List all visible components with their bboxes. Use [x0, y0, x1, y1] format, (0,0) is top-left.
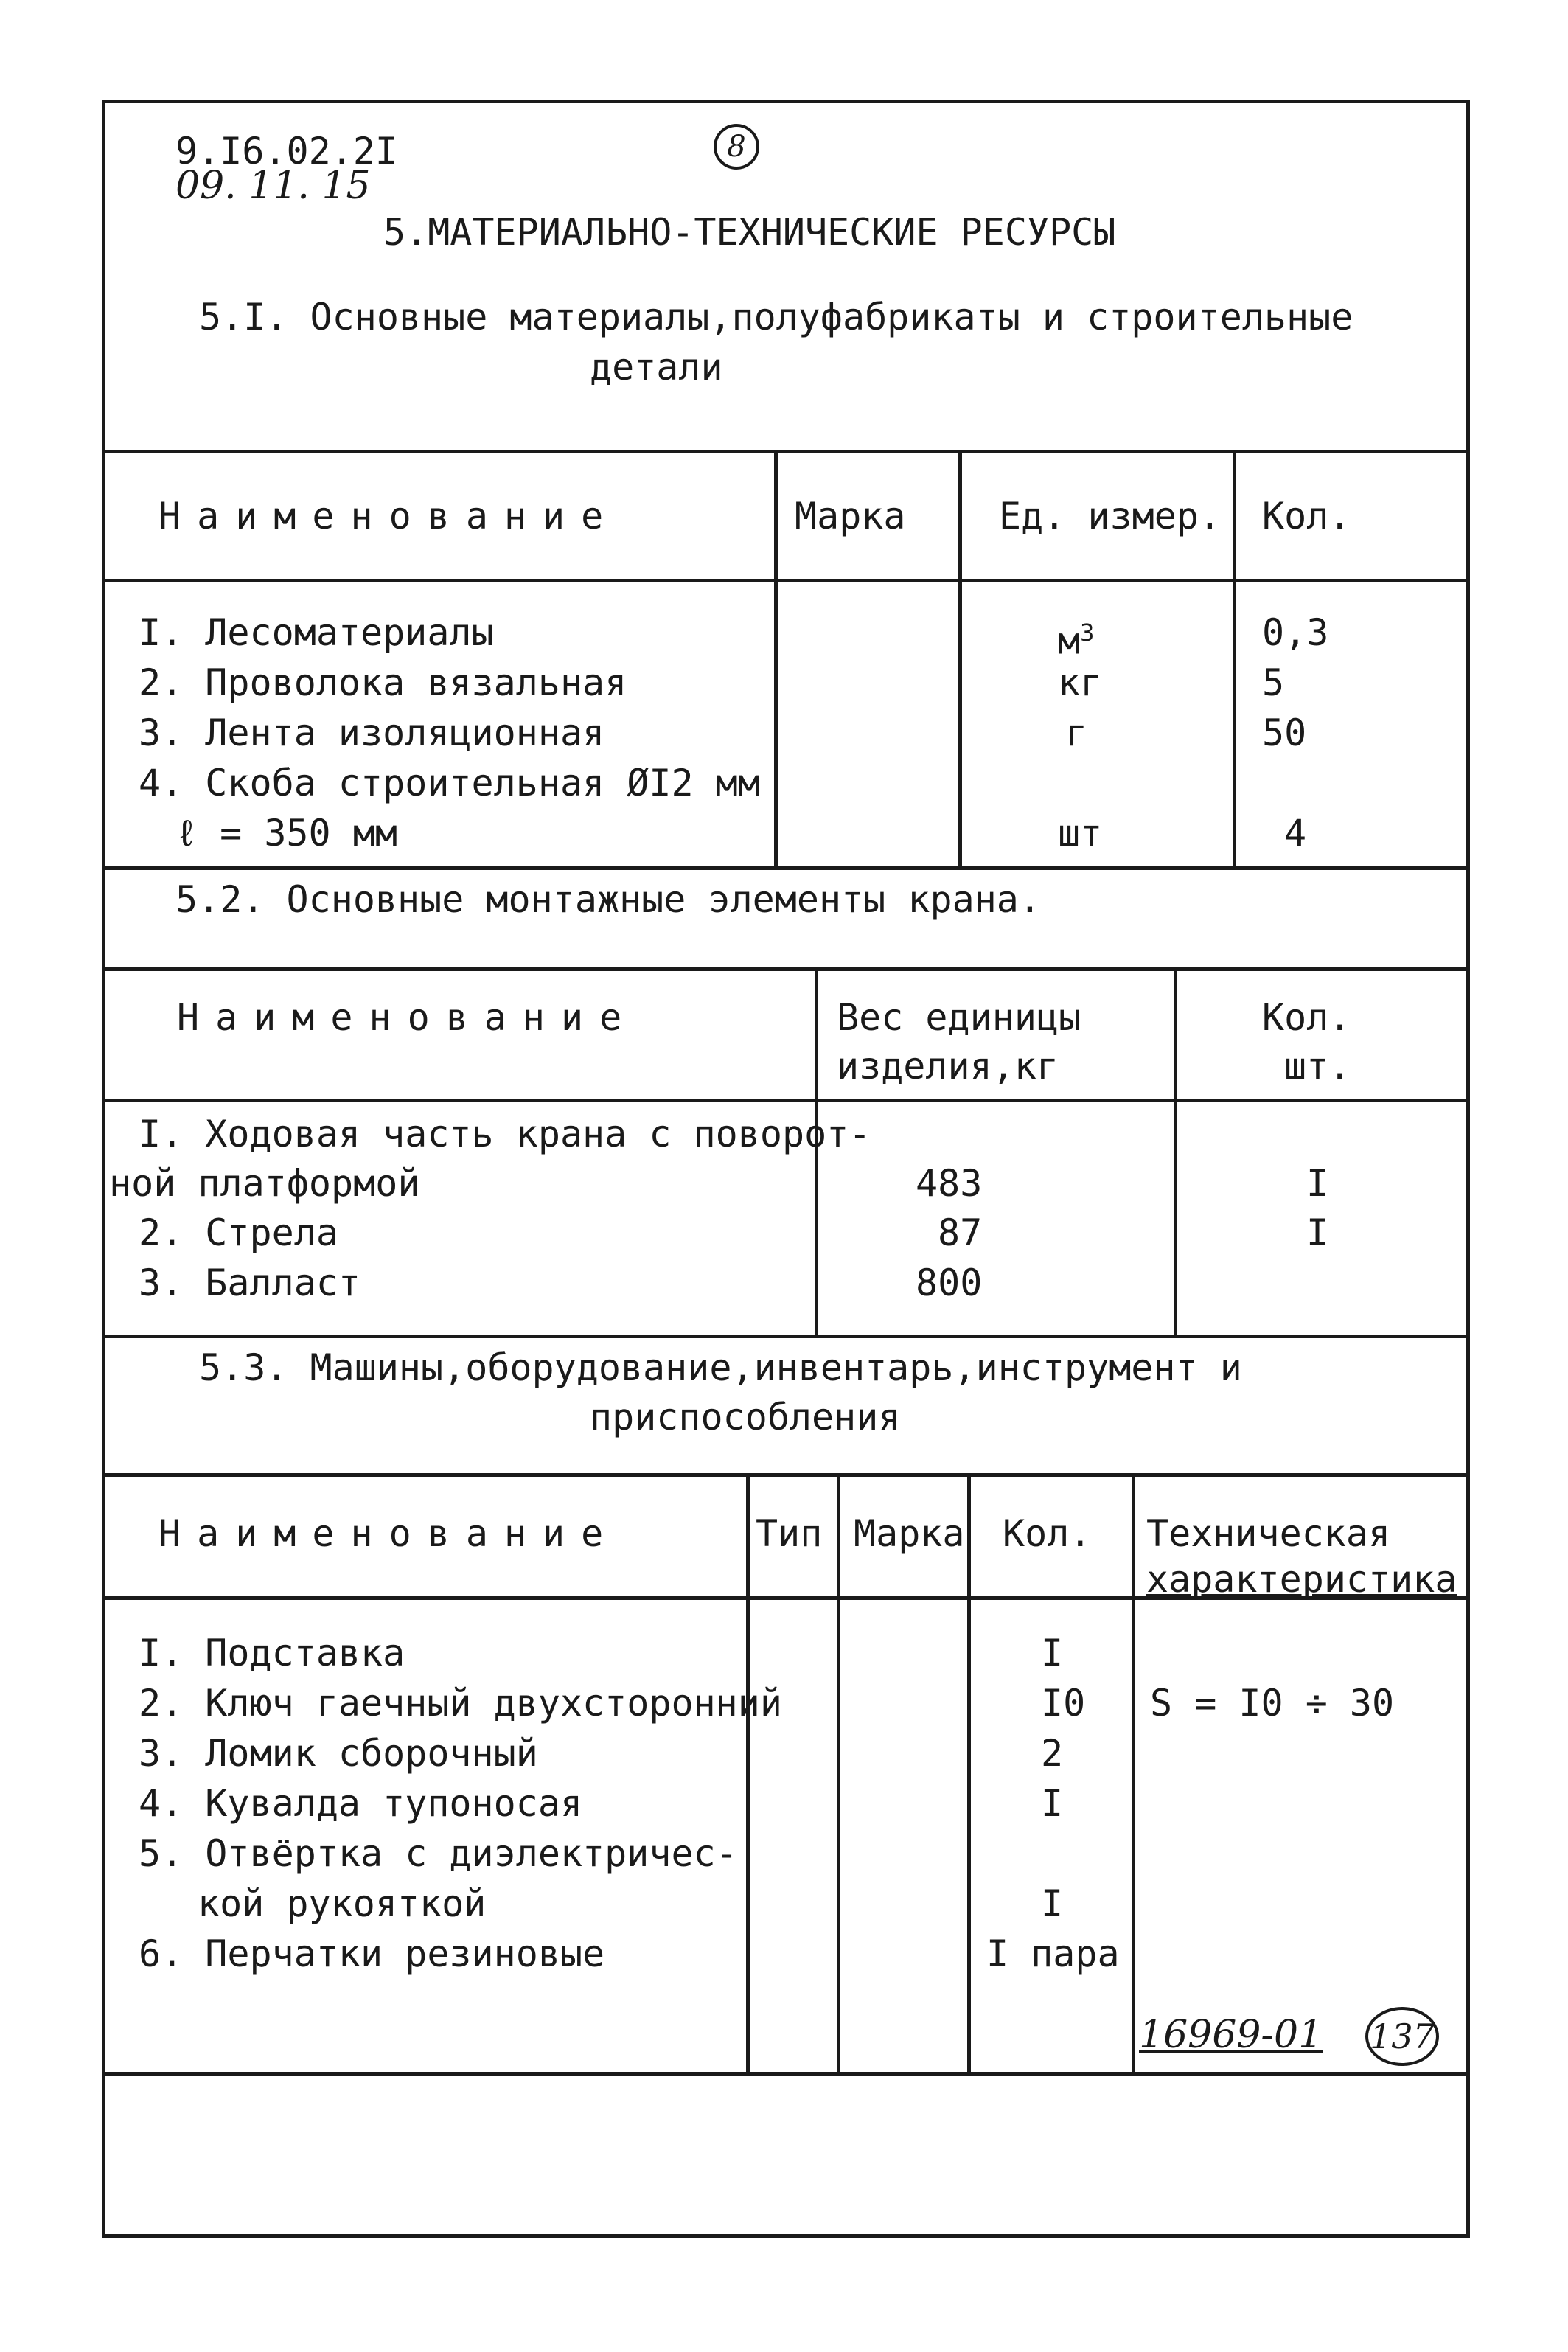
table2-row2-weight: 483 — [916, 1162, 983, 1205]
table2-row2-name: ной платформой — [109, 1162, 420, 1205]
table3-col-divider-1 — [746, 1473, 750, 2072]
table1-top-border — [103, 450, 1468, 453]
table3-row6-qty: I — [1041, 1882, 1064, 1925]
table2-row3-qty: I — [1306, 1211, 1329, 1254]
table3-col-divider-2 — [837, 1473, 840, 2072]
table2-row3-weight: 87 — [938, 1211, 983, 1254]
table2-header-qty-line2: шт. — [1284, 1045, 1351, 1088]
table1-row1-unit: $м^3$ — [1058, 619, 1095, 663]
table1-row1-name: I. Лесоматериалы — [139, 611, 494, 654]
table1-row3-name: 3. Лента изоляционная — [139, 711, 605, 754]
table1-row2-unit: кг — [1058, 661, 1103, 704]
handwritten-code: 16969-01 — [1139, 2013, 1323, 2057]
table3-col-divider-4 — [1132, 1473, 1135, 2072]
table1-header-unit: Ед. измер. — [999, 495, 1222, 537]
table2-row3-name: 2. Стрела — [139, 1211, 338, 1254]
subsection-2-title: 5.2. Основные монтажные элементы крана. — [175, 878, 1041, 921]
table1-row5-name: ℓ = 350 мм — [175, 812, 397, 855]
subsection-1-title-line1: 5.I. Основные материалы,полуфабрикаты и строительные — [199, 296, 1353, 338]
subsection-3-title-line1: 5.3. Машины,оборудование,инвентарь,инструмент и — [199, 1346, 1242, 1389]
table1-row2-name: 2. Проволока вязальная — [139, 661, 627, 704]
table2-header-weight-line1: Вес единицы — [837, 996, 1081, 1039]
table2-header-qty-line1: Кол. — [1262, 996, 1351, 1039]
table2-row4-name: 3. Балласт — [139, 1262, 361, 1304]
circled-page-value: 137 — [1370, 2017, 1435, 2056]
table3-row2-name: 2. Ключ гаечный двухсторонний — [139, 1682, 782, 1725]
subsection-1-title-line2: детали — [590, 346, 723, 389]
table1-row5-qty: 4 — [1284, 812, 1307, 855]
table2-top-border — [103, 967, 1468, 971]
table3-row5-name: 5. Отвёртка с диэлектричес- — [139, 1832, 738, 1875]
section-title: 5.МАТЕРИАЛЬНО-ТЕХНИЧЕСКИЕ РЕСУРСЫ — [383, 211, 1116, 254]
table3-row3-qty: 2 — [1041, 1732, 1064, 1775]
table1-row4-name: 4. Скоба строительная ØI2 мм — [139, 762, 760, 804]
table1-row2-qty: 5 — [1262, 661, 1285, 704]
table3-header-tech-line2: характеристика — [1146, 1558, 1457, 1601]
table1-header-qty: Кол. — [1262, 495, 1351, 537]
table2-header-name: Наименование — [177, 996, 638, 1039]
table1-header-brand: Марка — [795, 495, 906, 537]
table2-row4-weight: 800 — [916, 1262, 983, 1304]
table3-row4-name: 4. Кувалда тупоносая — [139, 1782, 583, 1825]
table3-top-border — [103, 1473, 1468, 1477]
table1-row3-qty: 50 — [1262, 711, 1307, 754]
table2-header-weight-line2: изделия,кг — [837, 1045, 1059, 1088]
table3-col-divider-3 — [967, 1473, 971, 2072]
page-mark: 8 — [727, 130, 746, 164]
table3-row3-name: 3. Ломик сборочный — [139, 1732, 538, 1775]
table3-header-brand: Марка — [854, 1512, 965, 1555]
table3-row2-tech: S = I0 ÷ 30 — [1150, 1682, 1395, 1725]
table3-row6-name: кой рукояткой — [198, 1882, 487, 1925]
table3-row1-qty: I — [1041, 1632, 1064, 1674]
table1-row3-unit: г — [1065, 711, 1088, 754]
table1-bottom-border — [103, 866, 1468, 870]
circled-page-number — [1365, 2007, 1439, 2066]
page-mark-circle — [714, 124, 759, 170]
table3-row1-name: I. Подставка — [139, 1632, 405, 1674]
table1-col-divider-3 — [1233, 450, 1236, 866]
table2-row2-qty: I — [1306, 1162, 1329, 1205]
handwritten-date: 09. 11. 15 — [175, 164, 371, 208]
table3-row4-qty: I — [1041, 1782, 1064, 1825]
document-code: 9.I6.02.2I — [175, 130, 398, 173]
table1-header-divider — [103, 579, 1468, 582]
table2-col-divider-2 — [1174, 967, 1177, 1335]
table3-bottom-border — [103, 2072, 1468, 2076]
table1-header-name: Наименование — [158, 495, 620, 537]
table1-row1-qty: 0,3 — [1262, 611, 1329, 654]
table3-header-name: Наименование — [158, 1512, 620, 1555]
table2-header-divider — [103, 1099, 1468, 1102]
table2-bottom-border — [103, 1335, 1468, 1338]
table2-row1-name: I. Ходовая часть крана с поворот- — [139, 1113, 871, 1155]
table3-row2-qty: I0 — [1041, 1682, 1086, 1725]
table1-col-divider-1 — [774, 450, 778, 866]
table3-header-tech-line1: Техническая — [1146, 1512, 1391, 1555]
table3-header-type: Тип — [756, 1512, 823, 1555]
table1-row5-unit: шт — [1058, 812, 1103, 855]
table3-row7-qty: I пара — [986, 1932, 1120, 1975]
table1-col-divider-2 — [958, 450, 962, 866]
table3-row7-name: 6. Перчатки резиновые — [139, 1932, 605, 1975]
subsection-3-title-line2: приспособления — [590, 1396, 901, 1438]
table3-header-qty: Кол. — [1003, 1512, 1092, 1555]
